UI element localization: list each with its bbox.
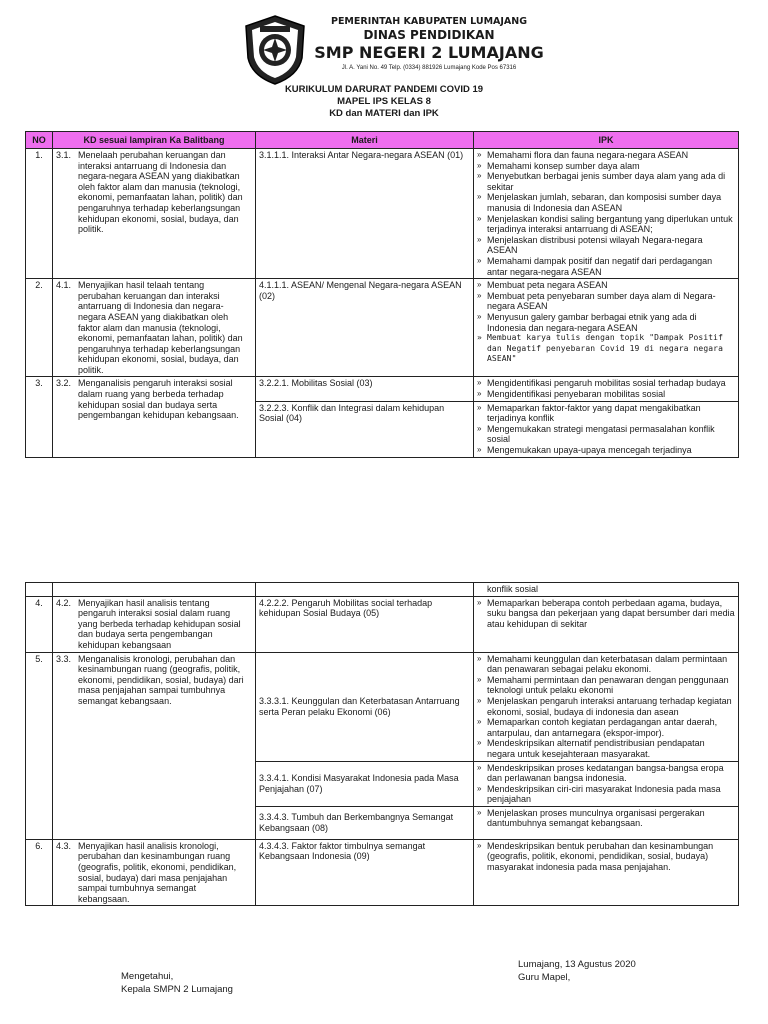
- ipk-cell: [474, 596, 739, 652]
- ipk-item: » Memaparkan beberapa contoh perbedaan agama, budaya, suku bangsa dan pekerjaan yang dapat bersumber dari media atau kehidupan di sekitar: [477, 598, 735, 630]
- ipk-item: » Mendeskripsikan proses kedatangan bangsa-bangsa eropa dan perlawanan bangsa indonesia.: [477, 763, 735, 784]
- title-line-1: KURIKULUM DARURAT PANDEMI COVID 19: [284, 84, 484, 95]
- kd-cell: [53, 279, 256, 377]
- ipk-item: » Mengidentifikasi pengaruh mobilitas sosial terhadap budaya: [477, 378, 735, 389]
- kd-text: Menelaah perubahan keruangan dan interaksi antarruang di Indonesia dan negara-negara ASEAN yang diakibatkan oleh faktor alam dan manusia (teknologi, ekonomi, pemanfaatan lahan, politik) dan pengaruhnya terhadap keberlangsungan kehidupan ekonomi, sosial, budaya, dan politik.: [78, 150, 243, 235]
- row-number: 5.: [26, 652, 53, 839]
- ipk-item: » Menyusun galery gambar berbagai etnik yang ada di Indonesia dan negara-negara ASEAN: [477, 312, 735, 333]
- curriculum-table-page-1: [25, 131, 739, 458]
- materi-cell: 3.3.4.3. Tumbuh dan Berkembangnya Semangat Kebangsaan (08): [256, 806, 474, 839]
- kd-cell: [53, 652, 256, 839]
- ipk-item: » Mendeskripsikan ciri-ciri masyarakat Indonesia pada masa penjajahan: [477, 784, 735, 805]
- ipk-item: » Menjelaskan pengaruh interaksi antaruang terhadap kegiatan ekonomi, sosial, budaya di indonesia dan asean: [477, 696, 735, 717]
- kd-text: Menyajikan hasil analisis tentang pengaruh interaksi sosial dalam ruang yang berbeda terhadap kehidupan sosial dan budaya serta pengembangan kehidupan kebangsaan: [78, 597, 241, 650]
- row-number: 6.: [26, 839, 53, 906]
- table-row: [26, 279, 739, 377]
- empty-cell: [53, 583, 256, 597]
- ipk-item: » Mengemukakan strategi mengatasi permasalahan konflik sosial: [477, 424, 735, 445]
- letterhead-school: SMP NEGERI 2 LUMAJANG: [314, 43, 544, 62]
- ipk-item: » Memaparkan faktor-faktor yang dapat mengakibatkan terjadinya konflik: [477, 403, 735, 424]
- table-header-row: [26, 132, 739, 149]
- ipk-item: » Menjelaskan jumlah, sebaran, dan komposisi sumber daya manusia di Indonesia dan ASEAN: [477, 192, 735, 213]
- table-row: [26, 596, 739, 652]
- title-line-3: KD dan MATERI dan IPK: [329, 108, 439, 119]
- kd-cell: [53, 596, 256, 652]
- materi-cell: 3.3.4.1. Kondisi Masyarakat Indonesia pada Masa Penjajahan (07): [256, 761, 474, 806]
- document-title: [0, 84, 768, 120]
- row-number: 1.: [26, 149, 53, 279]
- header-no: NO: [26, 132, 53, 149]
- ipk-cell: [474, 839, 739, 906]
- row-number: 2.: [26, 279, 53, 377]
- materi-cell: 4.1.1.1. ASEAN/ Mengenal Negara-negara ASEAN (02): [256, 279, 474, 377]
- lumajang-regency-emblem-icon: [242, 14, 308, 86]
- kd-text: Menganalisis pengaruh interaksi sosial dalam ruang yang berbeda terhadap kehidupan sosial dan budaya serta pengembangan kehidupan kebangsaan.: [78, 378, 239, 421]
- ipk-continuation: konflik sosial: [474, 583, 739, 597]
- ipk-cell: [474, 401, 739, 457]
- signature-headmaster-title: Kepala SMPN 2 Lumajang: [121, 984, 233, 995]
- materi-cell: 3.2.2.3. Konflik dan Integrasi dalam kehidupan Sosial (04): [256, 401, 474, 457]
- kd-text: Menyajikan hasil telaah tentang perubahan keruangan dan interaksi antarruang di Indonesia dan negara-negara ASEAN yang diakibatkan oleh faktor alam dan manusia (teknologi, ekonomi, pemanfaatan lahan, politik) dan pengaruhnya terhadap keberlangsungan kehidupan ekonomi, sosial, budaya, dan politik.: [78, 280, 243, 375]
- ipk-item: » Membuat peta penyebaran sumber daya alam di Negara-negara ASEAN: [477, 291, 735, 312]
- signature-headmaster: [121, 970, 233, 996]
- table-row: [26, 377, 739, 401]
- signature-acknowledged: Mengetahui,: [121, 971, 174, 982]
- ipk-item: » Memahami flora dan fauna negara-negara ASEAN: [477, 150, 735, 161]
- kd-cell: [53, 839, 256, 906]
- row-number: 4.: [26, 596, 53, 652]
- ipk-item: » Memahami dampak positif dan negatif dari perdagangan antar negara-negara ASEAN: [477, 256, 735, 277]
- table-row: [26, 149, 739, 279]
- materi-cell: 3.1.1.1. Interaksi Antar Negara-negara ASEAN (01): [256, 149, 474, 279]
- kd-number: 4.1.: [56, 280, 72, 291]
- empty-cell: [256, 583, 474, 597]
- materi-cell: 4.3.4.3. Faktor faktor timbulnya semangat Kebangsaan Indonesia (09): [256, 839, 474, 906]
- signature-teacher: [518, 958, 636, 984]
- table-row-continuation: [26, 583, 739, 597]
- kd-number: 4.2.: [56, 597, 72, 608]
- header-ipk: IPK: [474, 132, 739, 149]
- signature-teacher-title: Guru Mapel,: [518, 972, 571, 983]
- ipk-item: » Menjelaskan proses munculnya organisasi pergerakan dantumbuhnya semangat kebangsaan.: [477, 808, 735, 829]
- kd-number: 3.3.: [56, 653, 72, 664]
- materi-cell: 3.2.2.1. Mobilitas Sosial (03): [256, 377, 474, 401]
- ipk-item: » Mendeskripsikan alternatif pendistribusian pendapatan negara untuk kesejahteraan masyarakat.: [477, 738, 735, 759]
- signature-date: Lumajang, 13 Agustus 2020: [518, 959, 636, 970]
- ipk-item: » Mendeskripsikan bentuk perubahan dan kesinambungan (geografis, politik, ekonomi, pendidikan, sosial, budaya) masyarakat indonesia pada masa penjajahan.: [477, 841, 735, 873]
- table-row: [26, 839, 739, 906]
- letterhead: [0, 8, 768, 84]
- materi-cell: 4.2.2.2. Pengaruh Mobilitas social terhadap kehidupan Sosial Budaya (05): [256, 596, 474, 652]
- kd-number: 4.3.: [56, 840, 72, 851]
- title-line-2: MAPEL IPS KELAS 8: [337, 96, 431, 107]
- kd-number: 3.1.: [56, 150, 72, 160]
- curriculum-table-page-2: [25, 582, 739, 906]
- header-kd: KD sesuai lampiran Ka Balitbang: [53, 132, 256, 149]
- materi-cell: 3.3.3.1. Keunggulan dan Keterbatasan Antarruang serta Peran pelaku Ekonomi (06): [256, 652, 474, 761]
- row-number: 3.: [26, 377, 53, 457]
- empty-cell: [26, 583, 53, 597]
- ipk-item: » Memaparkan contoh kegiatan perdagangan antar daerah, antarpulau, dan antarnegara (ekspor-impor).: [477, 717, 735, 738]
- ipk-cell: [474, 149, 739, 279]
- ipk-item: » Memahami keunggulan dan keterbatasan dalam permintaan dan penawaran sebagai pelaku ekonomi.: [477, 654, 735, 675]
- ipk-cell: [474, 279, 739, 377]
- ipk-cell: [474, 761, 739, 806]
- ipk-item: » Membuat karya tulis dengan topik "Dampak Positif dan Negatif penyebaran Covid 19 di negara negara ASEAN": [477, 333, 735, 365]
- letterhead-department: DINAS PENDIDIKAN: [363, 28, 495, 42]
- ipk-item: » Menyebutkan berbagai jenis sumber daya alam yang ada di sekitar: [477, 171, 735, 192]
- kd-text: Menganalisis kronologi, perubahan dan kesinambungan ruang (geografis, politik, ekonomi, pendidikan, sosial, budaya) dari masa penjajahan sampai tumbuhnya semangat kebangsaan.: [78, 653, 244, 706]
- ipk-cell: [474, 377, 739, 401]
- ipk-item: » Membuat peta negara ASEAN: [477, 280, 735, 291]
- ipk-cell: [474, 652, 739, 761]
- ipk-item: » Memahami permintaan dan penawaran dengan penggunaan teknologi untuk pelaku ekonomi: [477, 675, 735, 696]
- ipk-item: » Menjelaskan kondisi saling bergantung yang diperlukan untuk terjadinya interaksi antarruang di ASEAN;: [477, 214, 735, 235]
- table-row: [26, 652, 739, 761]
- header-materi: Materi: [256, 132, 474, 149]
- kd-cell: [53, 377, 256, 457]
- ipk-item: » Mengemukakan upaya-upaya mencegah terjadinya: [477, 445, 735, 456]
- ipk-item: » Mengidentifikasi penyebaran mobilitas sosial: [477, 389, 735, 400]
- kd-number: 3.2.: [56, 378, 72, 389]
- ipk-item: » Menjelaskan distribusi potensi wilayah Negara-negara ASEAN: [477, 235, 735, 256]
- letterhead-government: PEMERINTAH KABUPATEN LUMAJANG: [330, 16, 528, 27]
- kd-text: Menyajikan hasil analisis kronologi, perubahan dan kesinambungan ruang (geografis, politik, ekonomi, pendidikan, sosial, budaya) dari masa penjajahan sampai tumbuhnya semangat kebangsaan.: [78, 840, 237, 904]
- letterhead-address: Jl. A. Yani No. 49 Telp. (0334) 881926 Lumajang Kode Pos 67316: [341, 65, 517, 71]
- kd-cell: [53, 149, 256, 279]
- ipk-item: » Memahami konsep sumber daya alam: [477, 161, 735, 172]
- ipk-cell: [474, 806, 739, 839]
